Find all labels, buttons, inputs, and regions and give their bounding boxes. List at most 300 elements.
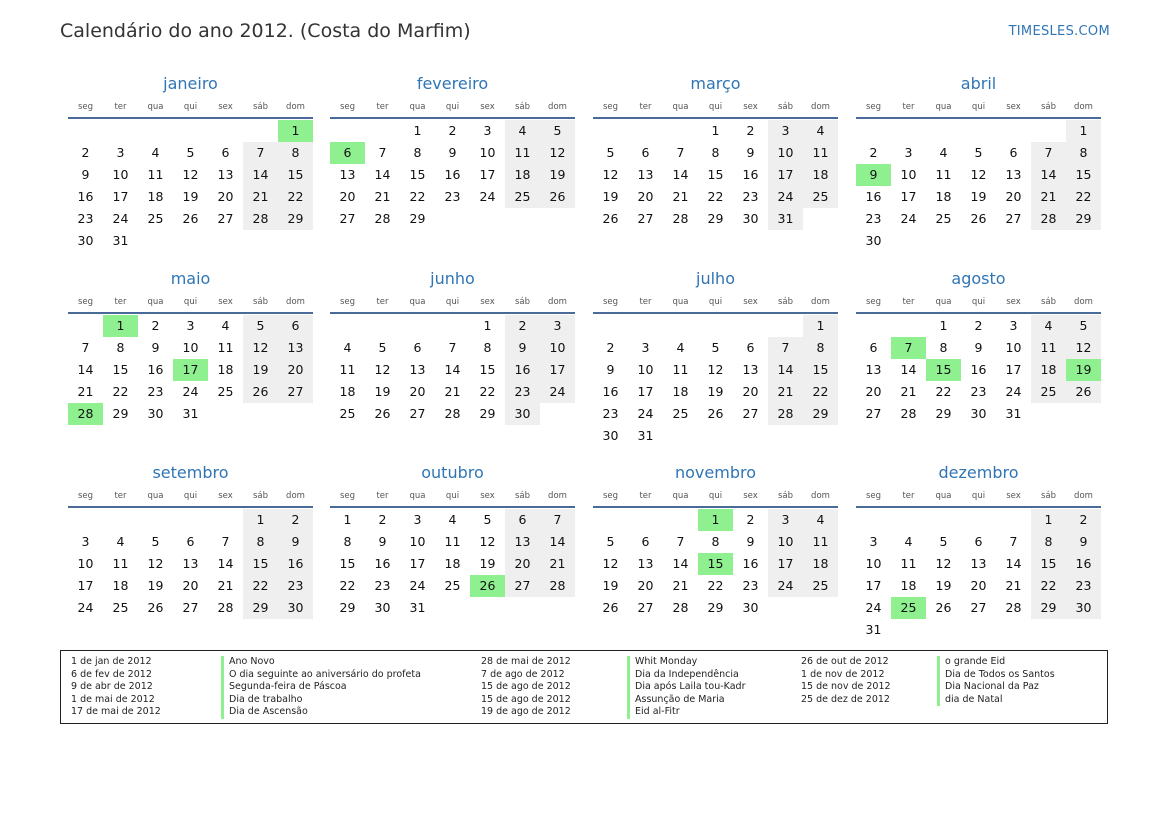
weekday-label: ter [639, 490, 652, 501]
holiday-day-cell: 6 [330, 142, 365, 164]
day-cell: 13 [742, 362, 759, 377]
header-divider [330, 117, 575, 119]
day-cell: 18 [147, 189, 164, 204]
day-grid [856, 120, 1101, 252]
legend-date: 6 de fev de 2012 [71, 668, 152, 680]
day-cell: 24 [865, 600, 882, 615]
month-name: fevereiro [416, 74, 489, 93]
day-cell: 3 [1009, 318, 1018, 333]
day-cell: 25 [505, 186, 540, 208]
day-cell: 30 [77, 233, 94, 248]
day-cell: 6 [186, 534, 195, 549]
day-cell: 8 [483, 340, 492, 355]
day-grid [68, 120, 313, 252]
weekday-label: qui [183, 490, 198, 501]
header-divider [593, 117, 838, 119]
holiday-legend [60, 650, 1108, 724]
day-cell: 16 [147, 362, 164, 377]
empty-cell [628, 120, 663, 142]
weekday-label: sex [480, 101, 495, 112]
month-junho [330, 267, 575, 425]
day-cell: 8 [343, 534, 352, 549]
weekday-label: qua [409, 296, 426, 307]
day-cell: 10 [865, 556, 882, 571]
empty-cell [330, 120, 365, 142]
weekday-label: qui [971, 296, 986, 307]
day-cell: 16 [505, 359, 540, 381]
day-cell: 27 [217, 211, 234, 226]
day-cell: 12 [602, 167, 619, 182]
weekday-label: sáb [1040, 490, 1057, 501]
day-cell: 2 [974, 318, 983, 333]
day-cell: 23 [505, 381, 540, 403]
day-grid [330, 315, 575, 425]
day-cell: 14 [672, 556, 689, 571]
weekday-header [330, 98, 575, 115]
day-cell: 2 [606, 340, 615, 355]
empty-cell [996, 120, 1031, 142]
day-cell: 17 [768, 553, 803, 575]
weekday-header [330, 487, 575, 504]
month-abril [856, 72, 1101, 252]
day-cell: 30 [970, 406, 987, 421]
day-cell: 2 [151, 318, 160, 333]
day-cell: 13 [278, 337, 313, 359]
legend-date: 26 de out de 2012 [801, 656, 889, 667]
day-cell: 6 [221, 145, 230, 160]
day-cell: 11 [803, 531, 838, 553]
day-cell: 16 [602, 384, 619, 399]
month-name: abril [960, 74, 997, 93]
day-cell: 26 [182, 211, 199, 226]
month-name: janeiro [163, 74, 218, 93]
month-name: março [690, 74, 741, 93]
empty-cell [856, 120, 891, 142]
day-cell: 5 [151, 534, 160, 549]
header-divider [593, 312, 838, 314]
day-cell: 28 [243, 208, 278, 230]
weekday-header [593, 293, 838, 310]
day-cell: 20 [637, 578, 654, 593]
day-cell: 23 [742, 189, 759, 204]
empty-cell [103, 120, 138, 142]
empty-cell [698, 315, 733, 337]
day-cell: 25 [935, 211, 952, 226]
day-cell: 2 [869, 145, 878, 160]
weekday-label: sex [743, 490, 758, 501]
day-cell: 2 [1066, 509, 1101, 531]
empty-cell [593, 120, 628, 142]
day-cell: 21 [672, 578, 689, 593]
legend-date: 15 de ago de 2012 [481, 693, 571, 705]
day-cell: 22 [1031, 575, 1066, 597]
empty-cell [1031, 120, 1066, 142]
day-cell: 21 [540, 553, 575, 575]
legend-names-column [937, 656, 1055, 706]
day-cell: 12 [374, 362, 391, 377]
day-cell: 9 [278, 531, 313, 553]
legend-holiday-name: Assunção de Maria [635, 693, 725, 705]
day-cell: 14 [243, 164, 278, 186]
weekday-label: dom [286, 296, 305, 307]
weekday-label: sáb [1040, 101, 1057, 112]
day-cell: 27 [637, 600, 654, 615]
day-cell: 31 [1005, 406, 1022, 421]
day-cell: 19 [707, 384, 724, 399]
weekday-label: sáb [777, 490, 794, 501]
day-cell: 16 [970, 362, 987, 377]
day-cell: 15 [409, 167, 426, 182]
weekday-label: ter [376, 490, 389, 501]
empty-cell [365, 315, 400, 337]
header-divider [856, 117, 1101, 119]
day-cell: 19 [602, 578, 619, 593]
day-cell: 22 [479, 384, 496, 399]
empty-cell [593, 509, 628, 531]
holiday-day-cell: 15 [698, 553, 733, 575]
day-cell: 13 [637, 167, 654, 182]
day-cell: 10 [900, 167, 917, 182]
weekday-label: seg [339, 490, 356, 501]
day-cell: 11 [217, 340, 234, 355]
day-cell: 24 [768, 186, 803, 208]
day-cell: 6 [974, 534, 983, 549]
day-cell: 20 [970, 578, 987, 593]
month-name: novembro [675, 463, 756, 482]
day-cell: 25 [147, 211, 164, 226]
day-cell: 5 [974, 145, 983, 160]
day-cell: 24 [1005, 384, 1022, 399]
day-cell: 4 [803, 120, 838, 142]
month-name: julho [696, 269, 735, 288]
page-title: Calendário do ano 2012. (Costa do Marfim) [60, 20, 471, 42]
day-cell: 11 [339, 362, 356, 377]
day-cell: 20 [505, 553, 540, 575]
empty-cell [400, 315, 435, 337]
day-cell: 26 [602, 211, 619, 226]
day-cell: 9 [505, 337, 540, 359]
day-cell: 10 [409, 534, 426, 549]
day-cell: 26 [602, 600, 619, 615]
weekday-label: ter [902, 296, 915, 307]
day-cell: 1 [1066, 120, 1101, 142]
day-cell: 30 [602, 428, 619, 443]
day-cell: 19 [374, 384, 391, 399]
weekday-label: dom [1074, 490, 1093, 501]
day-cell: 22 [112, 384, 129, 399]
day-cell: 3 [540, 315, 575, 337]
empty-cell [365, 120, 400, 142]
weekday-label: seg [865, 296, 882, 307]
day-cell: 22 [935, 384, 952, 399]
weekday-label: dom [286, 101, 305, 112]
weekday-label: seg [77, 296, 94, 307]
day-cell: 28 [672, 211, 689, 226]
day-cell: 17 [112, 189, 129, 204]
day-cell: 24 [768, 575, 803, 597]
day-cell: 24 [900, 211, 917, 226]
brand-link[interactable]: TIMESLES.COM [1008, 24, 1110, 39]
day-cell: 18 [900, 578, 917, 593]
day-cell: 16 [444, 167, 461, 182]
day-cell: 22 [243, 575, 278, 597]
day-cell: 1 [483, 318, 492, 333]
day-cell: 13 [637, 556, 654, 571]
weekday-label: dom [548, 490, 567, 501]
month-name: dezembro [938, 463, 1019, 482]
day-cell: 27 [742, 406, 759, 421]
empty-cell [208, 120, 243, 142]
day-cell: 5 [483, 512, 492, 527]
day-cell: 30 [1066, 597, 1101, 619]
day-cell: 9 [81, 167, 90, 182]
day-grid [330, 120, 575, 230]
day-cell: 12 [147, 556, 164, 571]
holiday-day-cell: 1 [103, 315, 138, 337]
day-cell: 13 [217, 167, 234, 182]
day-cell: 5 [540, 120, 575, 142]
day-cell: 21 [900, 384, 917, 399]
empty-cell [663, 315, 698, 337]
day-cell: 26 [1066, 381, 1101, 403]
day-cell: 23 [742, 578, 759, 593]
weekday-label: sáb [252, 101, 269, 112]
day-cell: 18 [672, 384, 689, 399]
day-cell: 29 [278, 208, 313, 230]
holiday-day-cell: 28 [68, 403, 103, 425]
day-cell: 17 [637, 384, 654, 399]
day-cell: 30 [865, 233, 882, 248]
month-julho [593, 267, 838, 447]
empty-cell [663, 509, 698, 531]
empty-cell [733, 315, 768, 337]
day-cell: 21 [1031, 186, 1066, 208]
legend-date: 1 de mai de 2012 [71, 693, 155, 705]
weekday-label: qui [971, 101, 986, 112]
day-cell: 20 [182, 578, 199, 593]
day-cell: 14 [77, 362, 94, 377]
day-cell: 15 [803, 359, 838, 381]
day-cell: 26 [147, 600, 164, 615]
month-março [593, 72, 838, 230]
day-cell: 30 [278, 597, 313, 619]
day-cell: 10 [637, 362, 654, 377]
legend-date: 1 de nov de 2012 [801, 668, 885, 680]
weekday-label: ter [376, 101, 389, 112]
weekday-label: qua [935, 296, 952, 307]
day-cell: 25 [803, 575, 838, 597]
legend-holiday-name: Dia após Laila tou-Kadr [635, 681, 746, 692]
day-cell: 2 [448, 123, 457, 138]
weekday-label: qui [971, 490, 986, 501]
day-cell: 8 [803, 337, 838, 359]
day-cell: 13 [865, 362, 882, 377]
day-cell: 2 [81, 145, 90, 160]
weekday-label: sáb [514, 101, 531, 112]
weekday-label: ter [114, 296, 127, 307]
day-cell: 15 [243, 553, 278, 575]
legend-dates-column [71, 656, 161, 719]
weekday-label: sex [218, 296, 233, 307]
day-cell: 8 [939, 340, 948, 355]
holiday-day-cell: 26 [470, 575, 505, 597]
day-cell: 21 [243, 186, 278, 208]
day-cell: 23 [865, 211, 882, 226]
day-cell: 14 [217, 556, 234, 571]
day-cell: 1 [243, 509, 278, 531]
day-cell: 12 [182, 167, 199, 182]
day-cell: 28 [374, 211, 391, 226]
day-cell: 2 [378, 512, 387, 527]
weekday-header [856, 98, 1101, 115]
day-cell: 12 [707, 362, 724, 377]
day-cell: 12 [1066, 337, 1101, 359]
weekday-label: sáb [1040, 296, 1057, 307]
day-cell: 28 [217, 600, 234, 615]
day-cell: 26 [935, 600, 952, 615]
day-cell: 19 [479, 556, 496, 571]
day-cell: 9 [151, 340, 160, 355]
day-cell: 19 [147, 578, 164, 593]
month-setembro [68, 461, 313, 619]
empty-cell [768, 315, 803, 337]
weekday-label: ter [639, 101, 652, 112]
weekday-label: ter [114, 490, 127, 501]
day-cell: 11 [803, 142, 838, 164]
day-cell: 9 [746, 534, 755, 549]
day-cell: 2 [746, 512, 755, 527]
day-cell: 29 [243, 597, 278, 619]
day-cell: 30 [147, 406, 164, 421]
day-cell: 30 [374, 600, 391, 615]
day-cell: 23 [444, 189, 461, 204]
month-dezembro [856, 461, 1101, 641]
header-divider [330, 312, 575, 314]
empty-cell [68, 120, 103, 142]
day-cell: 17 [409, 556, 426, 571]
weekday-header [593, 98, 838, 115]
weekday-label: sáb [514, 296, 531, 307]
day-cell: 14 [444, 362, 461, 377]
weekday-label: sex [480, 490, 495, 501]
day-cell: 18 [1031, 359, 1066, 381]
month-name: agosto [951, 269, 1006, 288]
day-cell: 1 [711, 123, 720, 138]
legend-holiday-name: Dia da Independência [635, 668, 739, 680]
day-cell: 19 [935, 578, 952, 593]
day-cell: 27 [505, 575, 540, 597]
day-cell: 13 [505, 531, 540, 553]
day-cell: 3 [641, 340, 650, 355]
day-cell: 16 [742, 556, 759, 571]
day-cell: 4 [116, 534, 125, 549]
day-cell: 16 [77, 189, 94, 204]
day-cell: 13 [1005, 167, 1022, 182]
day-cell: 15 [1031, 553, 1066, 575]
day-cell: 10 [182, 340, 199, 355]
day-cell: 7 [540, 509, 575, 531]
day-cell: 28 [444, 406, 461, 421]
day-cell: 27 [339, 211, 356, 226]
day-cell: 31 [865, 622, 882, 637]
day-cell: 9 [1066, 531, 1101, 553]
day-cell: 28 [540, 575, 575, 597]
day-cell: 15 [278, 164, 313, 186]
day-cell: 20 [217, 189, 234, 204]
legend-dates-column [801, 656, 891, 706]
day-cell: 22 [339, 578, 356, 593]
day-cell: 18 [112, 578, 129, 593]
day-cell: 20 [409, 384, 426, 399]
day-cell: 17 [900, 189, 917, 204]
empty-cell [138, 509, 173, 531]
weekday-label: sex [743, 296, 758, 307]
day-cell: 16 [742, 167, 759, 182]
day-cell: 20 [339, 189, 356, 204]
day-cell: 11 [112, 556, 129, 571]
weekday-label: qua [672, 490, 689, 501]
day-cell: 30 [742, 600, 759, 615]
weekday-label: qua [409, 490, 426, 501]
day-cell: 29 [1031, 597, 1066, 619]
weekday-header [856, 293, 1101, 310]
empty-cell [68, 315, 103, 337]
day-cell: 17 [1005, 362, 1022, 377]
day-cell: 3 [869, 534, 878, 549]
empty-cell [663, 120, 698, 142]
day-cell: 4 [676, 340, 685, 355]
day-grid [856, 509, 1101, 641]
legend-date: 15 de ago de 2012 [481, 681, 571, 692]
weekday-label: qua [409, 101, 426, 112]
day-cell: 17 [768, 164, 803, 186]
legend-date: 15 de nov de 2012 [801, 681, 891, 692]
day-cell: 1 [803, 315, 838, 337]
day-cell: 10 [768, 531, 803, 553]
day-cell: 13 [970, 556, 987, 571]
day-cell: 21 [1005, 578, 1022, 593]
day-cell: 24 [637, 406, 654, 421]
weekday-label: qua [935, 490, 952, 501]
day-cell: 8 [278, 142, 313, 164]
day-cell: 31 [637, 428, 654, 443]
weekday-label: qui [445, 490, 460, 501]
day-cell: 26 [707, 406, 724, 421]
day-cell: 5 [939, 534, 948, 549]
header-divider [68, 117, 313, 119]
day-cell: 2 [746, 123, 755, 138]
day-cell: 8 [243, 531, 278, 553]
weekday-label: qui [708, 101, 723, 112]
day-cell: 22 [707, 578, 724, 593]
day-cell: 17 [479, 167, 496, 182]
legend-holiday-name: o grande Eid [945, 656, 1006, 667]
empty-cell [593, 315, 628, 337]
day-cell: 31 [182, 406, 199, 421]
day-cell: 4 [939, 145, 948, 160]
day-cell: 4 [448, 512, 457, 527]
day-cell: 17 [865, 578, 882, 593]
legend-holiday-name: Dia de Ascensão [229, 706, 308, 717]
day-cell: 16 [374, 556, 391, 571]
day-cell: 25 [112, 600, 129, 615]
legend-dates-column [481, 656, 571, 719]
day-cell: 28 [768, 403, 803, 425]
weekday-label: seg [77, 490, 94, 501]
day-cell: 21 [672, 189, 689, 204]
day-cell: 20 [865, 384, 882, 399]
day-cell: 19 [970, 189, 987, 204]
